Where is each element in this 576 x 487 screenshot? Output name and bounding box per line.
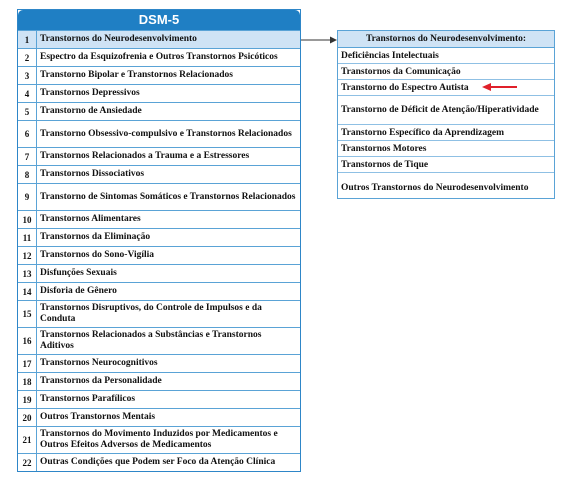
dsm5-row-label: Disfunções Sexuais bbox=[40, 268, 117, 278]
dsm5-row-label: Outras Condições que Podem ser Foco da Atenção Clínica bbox=[40, 457, 276, 467]
dsm5-row-number: 17 bbox=[18, 355, 37, 372]
neurodevelopment-item: Transtorno de Déficit de Atenção/Hiperatividade bbox=[338, 96, 554, 125]
connector-arrowhead bbox=[330, 37, 337, 44]
dsm5-row-number: 16 bbox=[18, 328, 37, 354]
dsm5-row-label: Transtornos do Movimento Induzidos por Medicamentos e Outros Efeitos Adversos de Medicamentos bbox=[40, 429, 278, 450]
dsm5-row-number: 14 bbox=[18, 283, 37, 300]
dsm5-row-number: 20 bbox=[18, 409, 37, 426]
dsm5-row-number: 6 bbox=[18, 121, 37, 147]
neurodevelopment-title: Transtornos do Neurodesenvolvimento: bbox=[338, 31, 554, 48]
dsm5-row-label: Transtornos da Personalidade bbox=[40, 376, 162, 386]
dsm5-row-number: 12 bbox=[18, 247, 37, 264]
dsm5-row-label: Transtornos do Neurodesenvolvimento bbox=[40, 34, 197, 44]
dsm5-row-number: 7 bbox=[18, 148, 37, 165]
dsm5-row-number: 18 bbox=[18, 373, 37, 390]
neurodevelopment-item: Transtorno Específico da Aprendizagem bbox=[338, 125, 554, 141]
dsm5-row-number: 11 bbox=[18, 229, 37, 246]
dsm5-row-number: 3 bbox=[18, 67, 37, 84]
dsm5-row-number: 9 bbox=[18, 184, 37, 210]
neurodevelopment-item: Transtornos de Tique bbox=[338, 157, 554, 173]
dsm5-row-label: Transtornos Dissociativos bbox=[40, 169, 145, 179]
dsm5-row-number: 15 bbox=[18, 301, 37, 327]
dsm5-row-label: Transtornos da Eliminação bbox=[40, 232, 151, 242]
dsm5-row-label: Transtorno Obsessivo-compulsivo e Transtornos Relacionados bbox=[40, 128, 292, 139]
dsm5-row-number: 2 bbox=[18, 49, 37, 66]
dsm5-row-label: Transtornos Neurocognitivos bbox=[40, 358, 158, 368]
dsm5-row-label: Transtornos Depressivos bbox=[40, 88, 140, 98]
dsm5-row-label: Transtornos Disruptivos, do Controle de Impulsos e da Conduta bbox=[40, 303, 262, 324]
autism-pointer-arrowhead bbox=[482, 83, 491, 91]
dsm5-row-label: Transtorno Bipolar e Transtornos Relacionados bbox=[40, 70, 234, 80]
neurodevelopment-item: Transtornos Motores bbox=[338, 141, 554, 157]
dsm5-row-number: 1 bbox=[18, 31, 37, 48]
dsm5-row-number: 21 bbox=[18, 427, 37, 453]
neurodevelopment-item: Transtornos da Comunicação bbox=[338, 64, 554, 80]
dsm5-row-label: Transtorno de Sintomas Somáticos e Transtornos Relacionados bbox=[40, 191, 296, 202]
neurodevelopment-item: Transtorno do Espectro Autista bbox=[338, 80, 554, 96]
dsm5-row-number: 8 bbox=[18, 166, 37, 183]
dsm5-row-label: Disforia de Gênero bbox=[40, 286, 117, 296]
dsm5-row-label: Transtornos Alimentares bbox=[40, 214, 141, 224]
neurodevelopment-item: Deficiências Intelectuais bbox=[338, 48, 554, 64]
dsm5-row-label: Transtornos Relacionados a Trauma e a Estressores bbox=[40, 151, 250, 161]
dsm5-row-number: 19 bbox=[18, 391, 37, 408]
dsm5-title: DSM-5 bbox=[18, 10, 300, 30]
dsm5-row-number: 22 bbox=[18, 454, 37, 471]
dsm5-row-number: 13 bbox=[18, 265, 37, 282]
dsm5-row-label: Transtorno de Ansiedade bbox=[40, 106, 142, 116]
dsm5-row-label: Outros Transtornos Mentais bbox=[40, 412, 156, 422]
dsm5-row-label: Transtornos Parafílicos bbox=[40, 394, 136, 404]
dsm5-row-number: 4 bbox=[18, 85, 37, 102]
dsm5-row-label: Transtornos Relacionados a Substâncias e Transtornos Aditivos bbox=[40, 330, 262, 351]
neurodevelopment-item: Outros Transtornos do Neurodesenvolvimento bbox=[341, 183, 529, 193]
dsm5-row-number: 5 bbox=[18, 103, 37, 120]
dsm5-row-label: Espectro da Esquizofrenia e Outros Transtornos Psicóticos bbox=[40, 52, 278, 62]
dsm5-row-number: 10 bbox=[18, 211, 37, 228]
dsm5-row-label: Transtornos do Sono-Vigília bbox=[40, 250, 155, 260]
